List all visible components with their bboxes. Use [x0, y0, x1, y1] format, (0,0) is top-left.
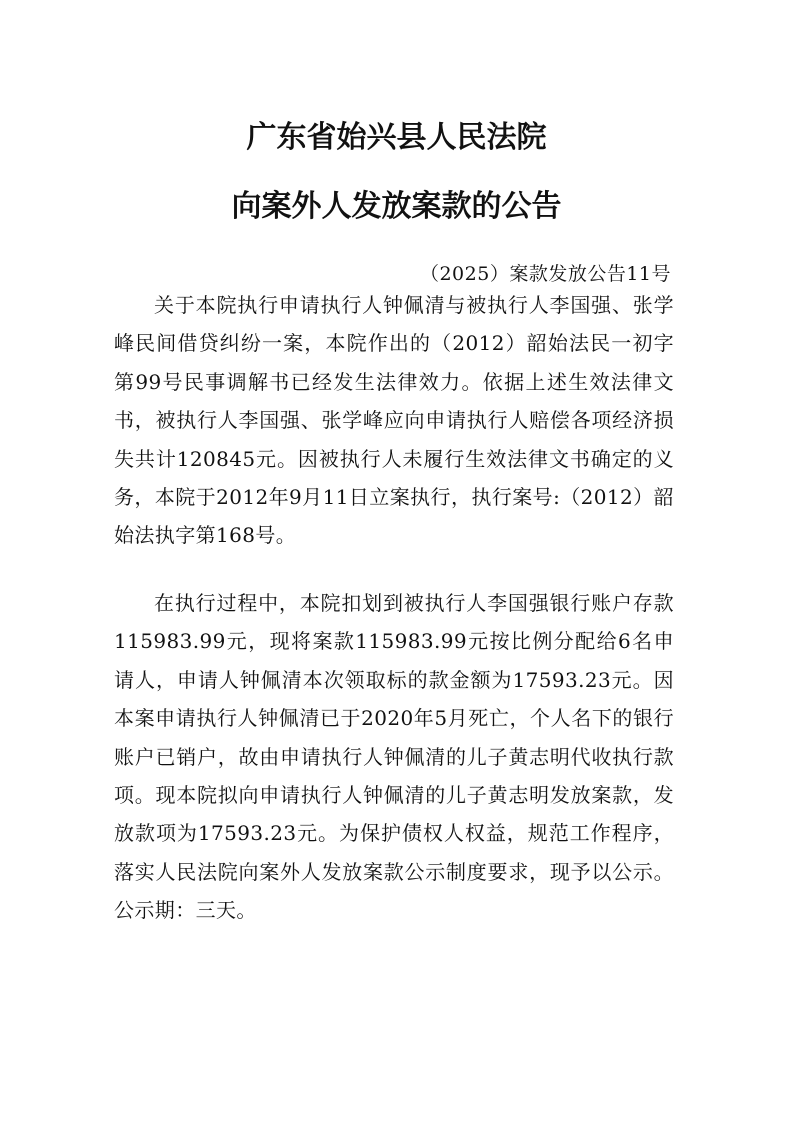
notice-title-heading: 向案外人发放案款的公告: [231, 189, 562, 224]
court-name-heading: 广东省始兴县人民法院: [246, 120, 547, 155]
body-paragraph-case-background: 关于本院执行申请执行人钟佩清与被执行人李国强、张学峰民间借贷纠纷一案，本院作出的（2012）韶始法民一初字第99号民事调解书已经发生法律效力。依据上述生效法律文书，被执行人李国强、张学峰应向申请执行人赔偿各项经济损失共计120845元。因被执行人未履行生效法律文书确定的义务，本院于2012年9月11日立案执行，执行案号:（2012）韶始法执字第168号。: [114, 293, 674, 548]
document-number: （2025）案款发放公告11号: [419, 263, 671, 285]
body-paragraph-payment-notice: 在执行过程中，本院扣划到被执行人李国强银行账户存款115983.99元，现将案款115983.99元按比例分配给6名申请人，申请人钟佩清本次领取标的款金额为17593.23元。因本案申请执行人钟佩清已于2020年5月死亡，个人名下的银行账户已销户，故由申请执行人钟佩清的儿子黄志明代收执行款项。现本院拟向申请执行人钟佩清的儿子黄志明发放案款，发放款项为17593.23元。为保护债权人权益，规范工作程序，落实人民法院向案外人发放案款公示制度要求，现予以公示。公示期：三天。: [114, 591, 674, 923]
